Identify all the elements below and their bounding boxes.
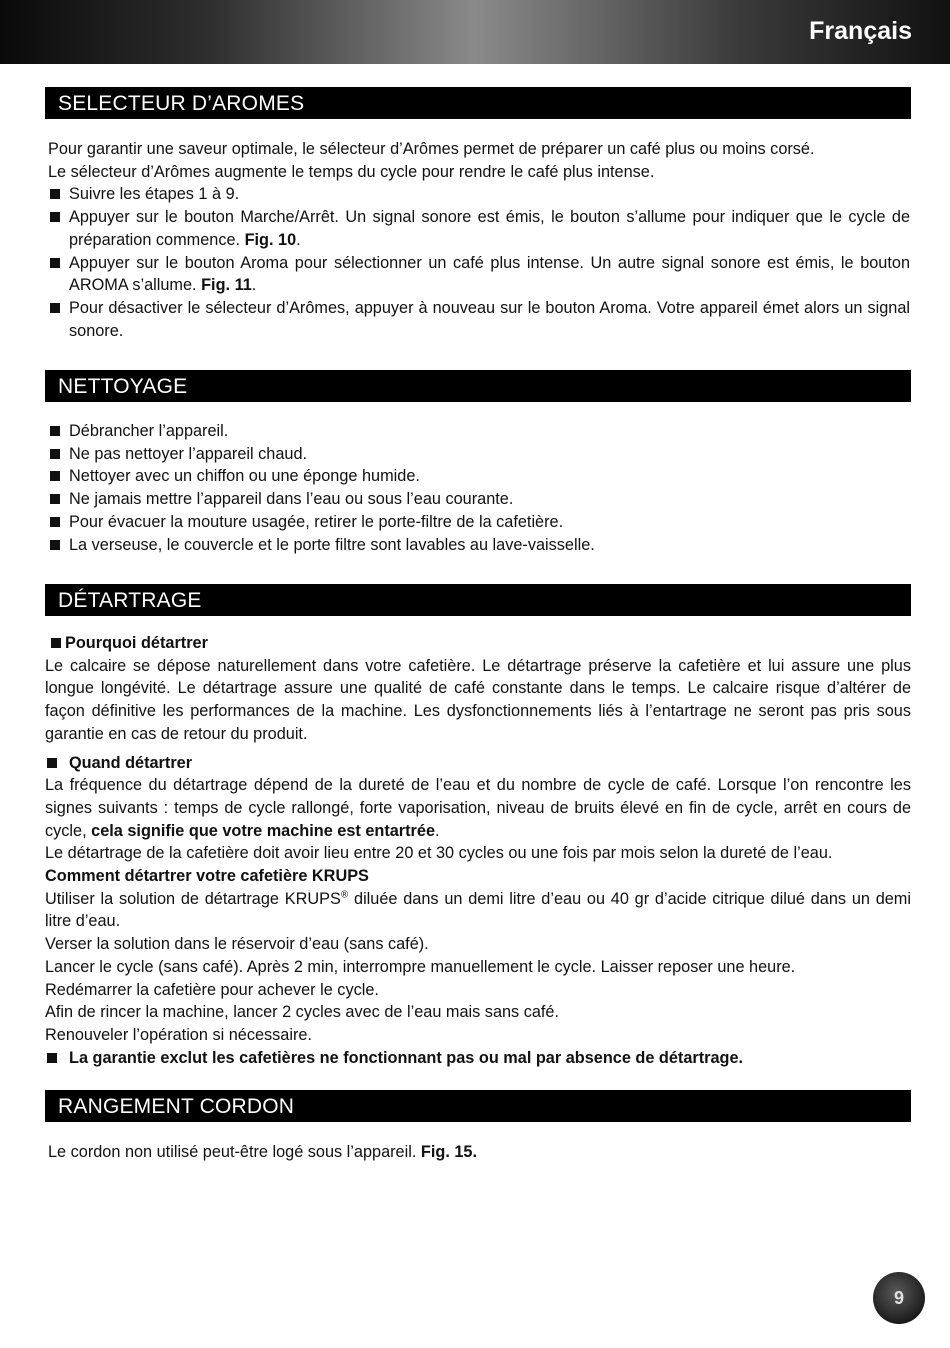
square-bullet-icon bbox=[50, 471, 60, 481]
how-step: Verser la solution dans le réservoir d’eau (sans café). bbox=[45, 935, 429, 954]
when-paragraph: La fréquence du détartrage dépend de la dureté de l’eau et du nombre de cycle de café. Lorsque l’on rencontre les signes suivants : temps de cycle rallongé, forte vaporisation, niveau de bruits élevé en fin de cycle, arrêt en cours de cycle, cela signifie que votre machine est entartrée. bbox=[45, 776, 911, 840]
list-item: Appuyer sur le bouton Aroma pour sélectionner un café plus intense. Un autre signal sonore est émis, le bouton AROMA s’allume. Fig. 11. bbox=[48, 252, 910, 297]
list-item: Ne pas nettoyer l’appareil chaud. bbox=[48, 443, 910, 466]
rangement-content bbox=[48, 1141, 910, 1164]
subheading-why: Pourquoi détartrer bbox=[45, 632, 911, 655]
section-title-nettoyage: NETTOYAGE bbox=[45, 370, 911, 402]
how-step: Afin de rincer la machine, lancer 2 cycles avec de l’eau mais sans café. bbox=[45, 1003, 560, 1022]
subheading-when: Quand détartrer bbox=[45, 752, 911, 775]
language-label: Français bbox=[809, 17, 912, 45]
why-paragraph: Le calcaire se dépose naturellement dans votre cafetière. Le détartrage préserve la cafetière et lui assure une plus longue longévité. Le détartrage assure une qualité de café constante dans le temps. Le calcaire risque d’altérer de façon définitive les performances de la machine. Les dysfonctionnements liés à l’entartrage ne seront pas pris sous garantie en cas de retour du produit. bbox=[45, 656, 911, 743]
square-bullet-icon bbox=[50, 426, 60, 436]
nettoyage-list bbox=[48, 420, 910, 556]
selecteur-intro-2: Le sélecteur d’Arômes augmente le temps du cycle pour rendre le café plus intense. bbox=[48, 162, 655, 181]
square-bullet-icon bbox=[50, 212, 60, 222]
square-bullet-icon bbox=[50, 258, 60, 268]
square-bullet-icon bbox=[50, 449, 60, 459]
figure-reference: Fig. 11 bbox=[201, 276, 252, 295]
frequency-paragraph: Le détartrage de la cafetière doit avoir lieu entre 20 et 30 cycles ou une fois par mois selon la dureté de l’eau. bbox=[45, 844, 833, 863]
header-banner bbox=[0, 0, 950, 64]
square-bullet-icon bbox=[47, 758, 57, 768]
square-bullet-icon bbox=[50, 540, 60, 550]
list-item: Ne jamais mettre l’appareil dans l’eau ou sous l’eau courante. bbox=[48, 488, 910, 511]
rangement-text: Le cordon non utilisé peut-être logé sous l’appareil. bbox=[48, 1143, 421, 1161]
square-bullet-icon bbox=[50, 494, 60, 504]
how-step: Utiliser la solution de détartrage KRUPS® diluée dans un demi litre d’eau ou 40 gr d’acide citrique dilué dans un demi litre d’eau. bbox=[45, 889, 911, 931]
list-item: Pour désactiver le sélecteur d’Arômes, appuyer à nouveau sur le bouton Aroma. Votre appareil émet alors un signal sonore. bbox=[48, 297, 910, 342]
list-item: Pour évacuer la mouture usagée, retirer le porte-filtre de la cafetière. bbox=[48, 511, 910, 534]
square-bullet-icon bbox=[50, 189, 60, 199]
figure-reference: Fig. 10 bbox=[244, 230, 297, 249]
list-item: Débrancher l’appareil. bbox=[48, 420, 910, 443]
how-step: Lancer le cycle (sans café). Après 2 min, interrompre manuellement le cycle. Laisser reposer une heure. bbox=[45, 957, 796, 976]
figure-reference: Fig. 15. bbox=[420, 1143, 478, 1161]
subheading-how: Comment détartrer votre cafetière KRUPS bbox=[45, 867, 369, 886]
how-step: Renouveler l’opération si nécessaire. bbox=[45, 1025, 312, 1044]
section-title-detartrage: DÉTARTRAGE bbox=[45, 584, 911, 616]
selecteur-content bbox=[48, 138, 910, 342]
how-step: Redémarrer la cafetière pour achever le cycle. bbox=[45, 980, 379, 999]
list-item: Suivre les étapes 1 à 9. bbox=[48, 183, 910, 206]
warranty-note: La garantie exclut les cafetières ne fonctionnant pas ou mal par absence de détartrage. bbox=[45, 1047, 911, 1070]
list-item: Appuyer sur le bouton Marche/Arrêt. Un signal sonore est émis, le bouton s’allume pour indiquer que le cycle de préparation commence. Fig. 10. bbox=[48, 206, 910, 251]
selecteur-intro-1: Pour garantir une saveur optimale, le sélecteur d’Arômes permet de préparer un café plus ou moins corsé. bbox=[48, 140, 815, 158]
section-title-rangement: RANGEMENT CORDON bbox=[45, 1090, 911, 1122]
square-bullet-icon bbox=[50, 303, 60, 313]
square-bullet-icon bbox=[47, 1053, 57, 1063]
square-bullet-icon bbox=[50, 517, 60, 527]
square-bullet-icon bbox=[51, 638, 61, 648]
detartrage-content bbox=[45, 632, 911, 1069]
section-title-selecteur: SELECTEUR D’AROMES bbox=[45, 87, 911, 119]
list-item: Nettoyer avec un chiffon ou une éponge humide. bbox=[48, 465, 910, 488]
page-number: 9 bbox=[873, 1272, 925, 1324]
list-item: La verseuse, le couvercle et le porte filtre sont lavables au lave-vaisselle. bbox=[48, 534, 910, 557]
